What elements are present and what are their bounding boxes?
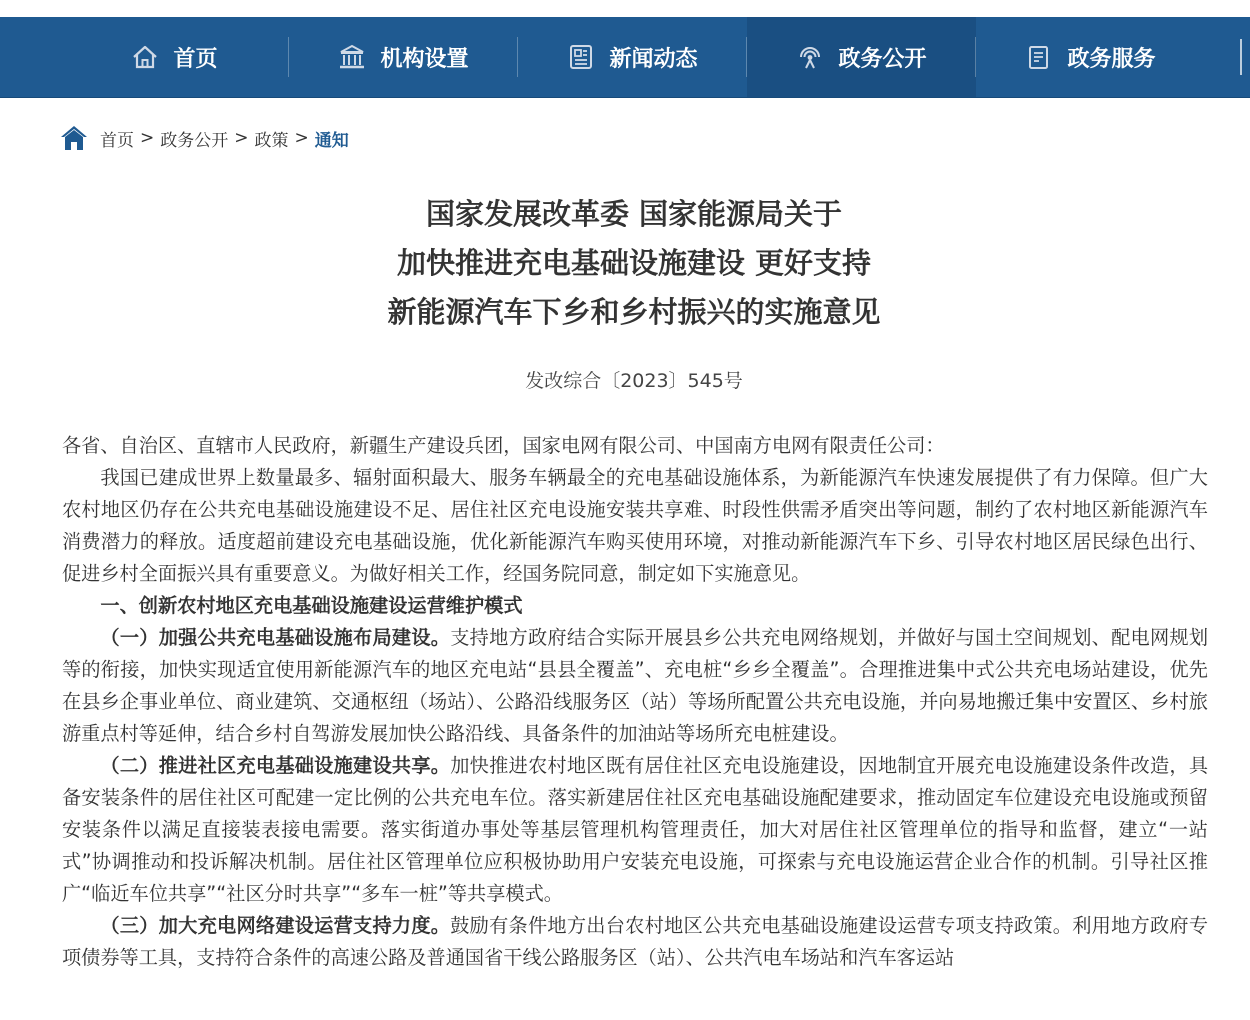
policy-item-lead: （三）加大充电网络建设运营支持力度。 bbox=[100, 914, 451, 937]
top-navigation-bar bbox=[0, 17, 1250, 98]
policy-item bbox=[62, 622, 1208, 750]
breadcrumb-separator: > bbox=[294, 128, 309, 148]
document-number: 发改综合〔2023〕545号 bbox=[525, 370, 743, 392]
home-icon bbox=[131, 43, 159, 71]
section-heading: 一、创新农村地区充电基础设施建设运营维护模式 bbox=[100, 594, 523, 617]
building-icon bbox=[338, 43, 366, 71]
nav-item-home[interactable] bbox=[60, 17, 289, 97]
main-nav bbox=[60, 17, 1205, 97]
article-title bbox=[60, 190, 1208, 337]
nav-item-news[interactable] bbox=[518, 17, 747, 97]
breadcrumb-current[interactable]: 通知 bbox=[314, 130, 349, 151]
title-line: 新能源汽车下乡和乡村振兴的实施意见 bbox=[387, 295, 881, 329]
breadcrumb bbox=[60, 124, 349, 152]
broadcast-icon bbox=[796, 43, 824, 71]
intro-paragraph: 我国已建成世界上数量最多、辐射面积最大、服务车辆最全的充电基础设施体系，为新能源汽车快速发展提供了有力保障。但广大农村地区仍存在公共充电基础设施建设不足、居住社区充电设施安装共享难、时段性供需矛盾突出等问题，制约了农村地区新能源汽车消费潜力的释放。适度超前建设充电基础设施，优化新能源汽车购买使用环境，对推动新能源汽车下乡、引导农村地区居民绿色出行、促进乡村全面振兴具有重要意义。为做好相关工作，经国务院同意，制定如下实施意见。 bbox=[62, 466, 1208, 585]
policy-item-text: 支持地方政府结合实际开展县乡公共充电网络规划，并做好与国土空间规划、配电网规划等的衔接，加快实现适宜使用新能源汽车的地区充电站“县县全覆盖”、充电桩“乡乡全覆盖”。合理推进集中式公共充电场站建设，优先在县乡企事业单位、商业建筑、交通枢纽（场站）、公路沿线服务区（站）等场所配置公共充电设施，并向易地搬迁集中安置区、乡村旅游重点村等延伸，结合乡村自驾游发展加快公路沿线、具备条件的加油站等场所充电桩建设。 bbox=[62, 626, 1209, 745]
breadcrumb-government-affairs[interactable]: 政务公开 bbox=[160, 130, 229, 151]
title-line: 加快推进充电基础设施建设 更好支持 bbox=[396, 246, 872, 280]
salutation: 各省、自治区、直辖市人民政府，新疆生产建设兵团，国家电网有限公司、中国南方电网有限责任公司： bbox=[62, 434, 945, 457]
nav-edge-divider bbox=[1240, 39, 1250, 75]
document-icon bbox=[1025, 43, 1053, 71]
nav-item-government-affairs[interactable] bbox=[747, 17, 976, 97]
news-icon bbox=[567, 43, 595, 71]
breadcrumb-separator: > bbox=[234, 128, 249, 148]
nav-label-home: 首页 bbox=[173, 46, 218, 72]
nav-item-services[interactable] bbox=[976, 17, 1205, 97]
title-line: 国家发展改革委 国家能源局关于 bbox=[425, 197, 843, 231]
breadcrumb-home[interactable]: 首页 bbox=[100, 130, 134, 151]
policy-item-lead: （一）加强公共充电基础设施布局建设。 bbox=[100, 626, 451, 649]
breadcrumb-separator: > bbox=[140, 128, 155, 148]
policy-item-text: 鼓励有条件地方出台农村地区公共充电基础设施建设运营专项支持政策。利用地方政府专项债券等工具，支持符合条件的高速公路及普通国省干线公路服务区（站）、公共汽电车场站和汽车客运站 bbox=[62, 914, 1209, 969]
policy-item-lead: （二）推进社区充电基础设施建设共享。 bbox=[100, 754, 451, 777]
policy-item bbox=[62, 750, 1208, 910]
nav-label-government-affairs: 政务公开 bbox=[838, 46, 927, 72]
breadcrumb-policy[interactable]: 政策 bbox=[254, 130, 289, 151]
nav-item-organization[interactable] bbox=[289, 17, 518, 97]
policy-item bbox=[62, 910, 1208, 974]
article-body bbox=[62, 430, 1208, 974]
home-icon[interactable] bbox=[60, 125, 88, 151]
nav-label-news: 新闻动态 bbox=[609, 46, 698, 72]
policy-item-text: 加快推进农村地区既有居住社区充电设施建设，因地制宜开展充电设施建设条件改造，具备安装条件的居住社区可配建一定比例的公共充电车位。落实新建居住社区充电基础设施配建要求，推动固定车位建设充电设施或预留安装条件以满足直接装表接电需要。落实街道办事处等基层管理机构管理责任，加大对居住社区管理单位的指导和监督，建立“一站式”协调推动和投诉解决机制。居住社区管理单位应积极协助用户安装充电设施，可探索与充电设施运营企业合作的机制。引导社区推广“临近车位共享”“社区分时共享”“多车一桩”等共享模式。 bbox=[62, 754, 1209, 905]
nav-label-organization: 机构设置 bbox=[380, 46, 469, 72]
nav-label-services: 政务服务 bbox=[1067, 46, 1156, 72]
